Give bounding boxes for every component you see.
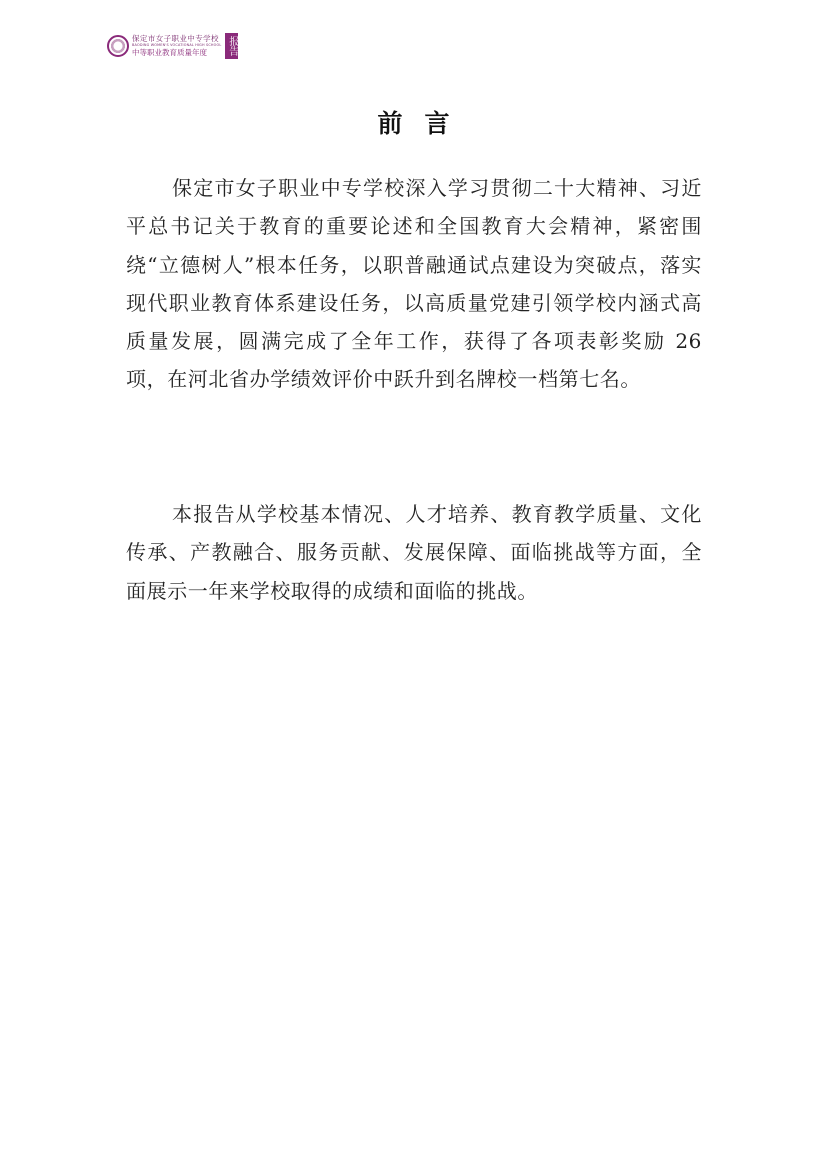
logo-report-subtitle: 中等职业教育质量年度 [132,48,207,58]
school-emblem-icon [107,35,129,57]
page-title: 前言 [377,109,472,138]
logo-text-block [132,35,224,56]
paragraph-scope: 本报告从学校基本情况、人才培养、教育教学质量、文化传承、产教融合、服务贡献、发展保障、面临挑战等方面，全面展示一年来学校取得的成绩和面临的挑战。 [126,502,702,603]
school-logo [107,30,242,62]
paragraph-intro: 保定市女子职业中专学校深入学习贯彻二十大精神、习近平总书记关于教育的重要论述和全国教育大会精神，紧密围绕“立德树人”根本任务，以职普融通试点建设为突破点，落实现代职业教育体系建设任务，以高质量党建引领学校内涵式高质量发展，圆满完成了全年工作，获得了各项表彰奖励 26 项，在河北省办学绩效评价中跃升到名牌校一档第七名。 [126,176,702,392]
logo-school-name: 保定市女子职业中专学校 [132,34,219,44]
logo-school-name-en: BAODING WOMEN'S VOCATIONAL HIGH SCHOOL [132,42,222,47]
report-badge: 报告 [225,33,238,59]
